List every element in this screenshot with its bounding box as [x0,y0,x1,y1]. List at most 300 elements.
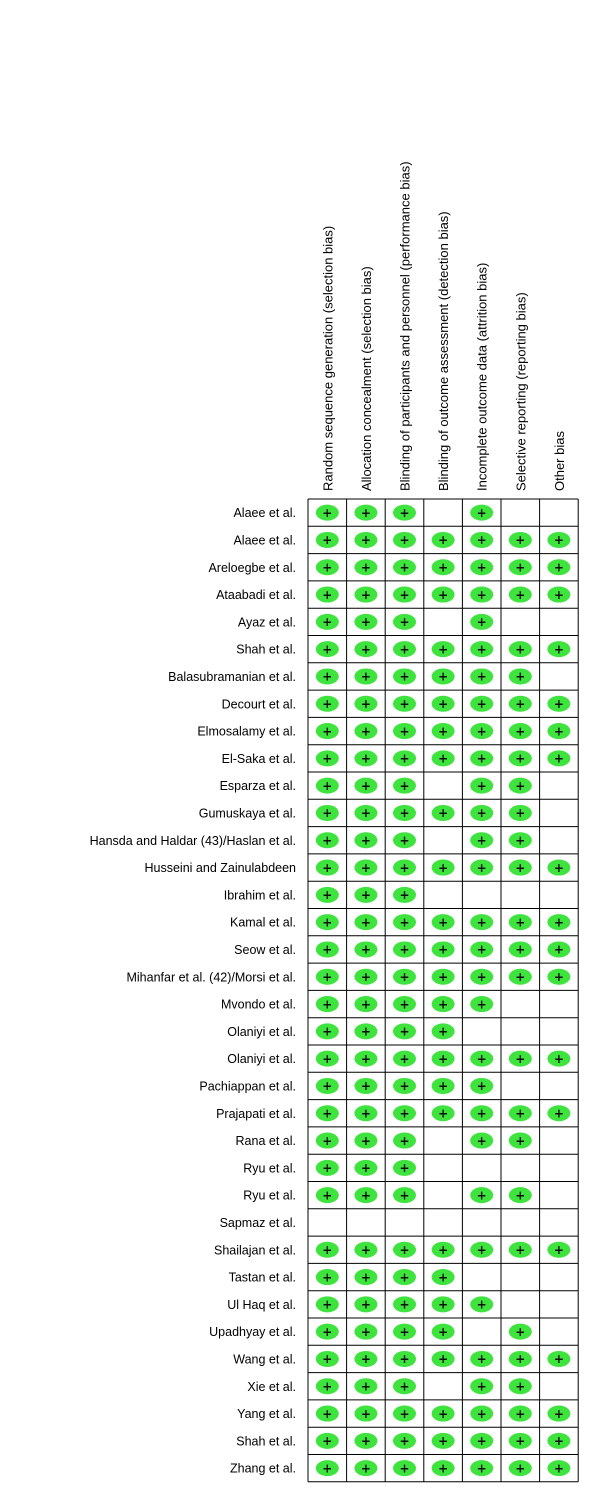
low-risk-mark [393,1160,416,1176]
plus-sign: + [322,505,333,520]
plus-sign: + [515,1406,526,1421]
plus-sign: + [438,1242,449,1257]
low-risk-mark [354,641,377,657]
low-risk-mark [354,750,377,766]
plus-sign: + [399,642,410,657]
study-label: Seow et al. [234,942,296,957]
low-risk-mark [316,614,339,630]
plus-sign: + [515,1133,526,1148]
plus-sign: + [553,1461,564,1476]
plus-sign: + [438,1106,449,1121]
low-risk-mark [393,996,416,1012]
plus-sign: + [553,860,564,875]
plus-sign: + [515,560,526,575]
low-risk-mark [470,1351,493,1367]
plus-sign: + [438,642,449,657]
low-risk-mark [316,1160,339,1176]
low-risk-mark [393,1351,416,1367]
plus-sign: + [322,1461,333,1476]
low-risk-mark [509,1378,532,1394]
plus-sign: + [360,888,371,903]
low-risk-mark [393,532,416,548]
low-risk-mark [547,587,570,603]
low-risk-mark [470,1242,493,1258]
plus-sign: + [438,860,449,875]
low-risk-mark [393,1105,416,1121]
low-risk-mark [470,1133,493,1149]
low-risk-mark [316,969,339,985]
plus-sign: + [322,997,333,1012]
study-label: Areloegbe et al. [208,560,296,575]
plus-sign: + [399,724,410,739]
low-risk-mark [547,1105,570,1121]
low-risk-mark [393,641,416,657]
plus-sign: + [399,1270,410,1285]
low-risk-mark [470,668,493,684]
low-risk-mark [316,505,339,521]
plus-sign: + [476,1352,487,1367]
plus-sign: + [515,1051,526,1066]
plus-sign: + [553,1406,564,1421]
low-risk-mark [470,1406,493,1422]
low-risk-mark [547,1406,570,1422]
low-risk-mark [354,860,377,876]
low-risk-mark [316,1023,339,1039]
plus-sign: + [553,642,564,657]
plus-sign: + [399,1434,410,1449]
low-risk-mark [509,668,532,684]
low-risk-mark [393,1051,416,1067]
low-risk-mark [470,778,493,794]
plus-sign: + [515,642,526,657]
plus-sign: + [360,1106,371,1121]
plus-sign: + [399,615,410,630]
plus-sign: + [322,860,333,875]
plus-sign: + [399,751,410,766]
low-risk-mark [509,1133,532,1149]
study-label: Sapmaz et al. [219,1215,296,1230]
plus-sign: + [322,1297,333,1312]
plus-sign: + [515,969,526,984]
low-risk-mark [509,1051,532,1067]
low-risk-mark [509,750,532,766]
low-risk-mark [547,969,570,985]
plus-sign: + [476,1079,487,1094]
plus-sign: + [399,1161,410,1176]
low-risk-mark [547,1051,570,1067]
plus-sign: + [476,724,487,739]
low-risk-mark [470,996,493,1012]
plus-sign: + [360,969,371,984]
low-risk-mark [354,1051,377,1067]
plus-sign: + [360,1161,371,1176]
low-risk-mark [470,696,493,712]
low-risk-mark [316,1187,339,1203]
plus-sign: + [438,915,449,930]
study-label: Yang et al. [237,1407,296,1422]
plus-sign: + [476,1297,487,1312]
plus-sign: + [553,696,564,711]
low-risk-mark [432,969,455,985]
plus-sign: + [515,860,526,875]
low-risk-mark [354,1160,377,1176]
plus-sign: + [515,1379,526,1394]
plus-sign: + [476,587,487,602]
low-risk-mark [354,668,377,684]
low-risk-mark [354,969,377,985]
plus-sign: + [399,833,410,848]
plus-sign: + [476,778,487,793]
plus-sign: + [360,1324,371,1339]
low-risk-mark [354,1187,377,1203]
plus-sign: + [553,1051,564,1066]
low-risk-mark [393,805,416,821]
plus-sign: + [322,560,333,575]
low-risk-mark [354,1378,377,1394]
plus-sign: + [438,587,449,602]
plus-sign: + [399,1352,410,1367]
study-label: Alaee et al. [233,533,296,548]
study-label: Upadhyay et al. [209,1325,296,1340]
low-risk-mark [547,1433,570,1449]
plus-sign: + [438,1079,449,1094]
low-risk-mark [393,914,416,930]
plus-sign: + [553,969,564,984]
low-risk-mark [509,1242,532,1258]
study-label: Ryu et al. [243,1161,296,1176]
plus-sign: + [399,1324,410,1339]
plus-sign: + [553,560,564,575]
plus-sign: + [476,533,487,548]
low-risk-mark [354,614,377,630]
low-risk-mark [354,1324,377,1340]
low-risk-mark [432,641,455,657]
plus-sign: + [399,1133,410,1148]
plus-sign: + [360,1297,371,1312]
plus-sign: + [515,833,526,848]
low-risk-mark [432,723,455,739]
low-risk-mark [432,1433,455,1449]
low-risk-mark [316,1105,339,1121]
low-risk-mark [432,750,455,766]
plus-sign: + [476,1051,487,1066]
plus-sign: + [322,533,333,548]
plus-sign: + [476,615,487,630]
low-risk-mark [509,805,532,821]
low-risk-mark [509,1460,532,1476]
plus-sign: + [476,669,487,684]
study-label: Tastan et al. [228,1270,296,1285]
low-risk-mark [316,1242,339,1258]
plus-sign: + [322,806,333,821]
plus-sign: + [360,696,371,711]
plus-sign: + [360,1133,371,1148]
low-risk-mark [509,532,532,548]
plus-sign: + [322,778,333,793]
study-label: Olaniyi et al. [227,1052,296,1067]
plus-sign: + [360,1079,371,1094]
plus-sign: + [399,1242,410,1257]
plus-sign: + [438,1297,449,1312]
plus-sign: + [322,587,333,602]
low-risk-mark [432,1078,455,1094]
low-risk-mark [393,614,416,630]
low-risk-mark [470,832,493,848]
low-risk-mark [354,1269,377,1285]
plus-sign: + [553,1242,564,1257]
plus-sign: + [553,724,564,739]
low-risk-mark [316,1051,339,1067]
plus-sign: + [553,751,564,766]
low-risk-mark [354,941,377,957]
column-header: Blinding of outcome assessment (detection bias) [436,211,452,491]
low-risk-mark [509,559,532,575]
low-risk-mark [547,1460,570,1476]
low-risk-mark [316,1351,339,1367]
low-risk-mark [547,750,570,766]
plus-sign: + [360,997,371,1012]
plus-sign: + [322,833,333,848]
plus-sign: + [322,751,333,766]
plus-sign: + [476,969,487,984]
low-risk-mark [393,1406,416,1422]
low-risk-mark [509,778,532,794]
study-label: Kamal et al. [229,915,296,930]
plus-sign: + [360,860,371,875]
low-risk-mark [316,750,339,766]
low-risk-mark [432,1242,455,1258]
plus-sign: + [438,1461,449,1476]
low-risk-mark [354,887,377,903]
low-risk-mark [470,914,493,930]
plus-sign: + [438,1352,449,1367]
plus-sign: + [438,969,449,984]
plus-sign: + [476,997,487,1012]
low-risk-mark [354,696,377,712]
plus-sign: + [553,1106,564,1121]
low-risk-mark [470,587,493,603]
plus-sign: + [360,669,371,684]
low-risk-mark [509,941,532,957]
low-risk-mark [354,1023,377,1039]
low-risk-mark [393,1296,416,1312]
plus-sign: + [476,560,487,575]
plus-sign: + [322,1106,333,1121]
low-risk-mark [470,1051,493,1067]
plus-sign: + [399,915,410,930]
plus-sign: + [360,1242,371,1257]
low-risk-mark [393,1187,416,1203]
low-risk-mark [509,723,532,739]
plus-sign: + [515,751,526,766]
low-risk-mark [316,1324,339,1340]
study-label: Shah et al. [236,1434,296,1449]
low-risk-mark [354,559,377,575]
low-risk-mark [432,1351,455,1367]
plus-sign: + [322,1133,333,1148]
low-risk-mark [354,1433,377,1449]
plus-sign: + [360,806,371,821]
plus-sign: + [399,669,410,684]
plus-sign: + [438,751,449,766]
plus-sign: + [360,1461,371,1476]
plus-sign: + [360,724,371,739]
low-risk-mark [432,1105,455,1121]
low-risk-mark [316,1406,339,1422]
low-risk-mark [354,723,377,739]
low-risk-mark [470,969,493,985]
low-risk-mark [509,1324,532,1340]
low-risk-mark [393,860,416,876]
low-risk-mark [432,587,455,603]
study-label: Mihanfar et al. (42)/Morsi et al. [126,970,296,985]
plus-sign: + [438,1270,449,1285]
low-risk-mark [547,696,570,712]
plus-sign: + [553,533,564,548]
plus-sign: + [360,1379,371,1394]
plus-sign: + [476,1434,487,1449]
study-label: El-Saka et al. [221,751,296,766]
plus-sign: + [515,1434,526,1449]
plus-sign: + [322,969,333,984]
low-risk-mark [432,1406,455,1422]
plus-sign: + [399,587,410,602]
low-risk-mark [316,696,339,712]
low-risk-mark [354,1133,377,1149]
plus-sign: + [438,724,449,739]
low-risk-mark [316,668,339,684]
plus-sign: + [476,642,487,657]
plus-sign: + [476,915,487,930]
low-risk-mark [547,723,570,739]
plus-sign: + [322,615,333,630]
column-header: Blinding of participants and personnel (performance bias) [397,161,413,491]
low-risk-mark [470,805,493,821]
plus-sign: + [438,560,449,575]
study-label: Elmosalamy et al. [197,724,296,739]
plus-sign: + [515,915,526,930]
low-risk-mark [316,1433,339,1449]
low-risk-mark [316,723,339,739]
study-label: Olaniyi et al. [227,1024,296,1039]
plus-sign: + [476,942,487,957]
study-label: Ryu et al. [243,1188,296,1203]
study-label: Balasubramanian et al. [168,669,296,684]
plus-sign: + [515,1324,526,1339]
plus-sign: + [515,1106,526,1121]
plus-sign: + [360,587,371,602]
low-risk-mark [354,532,377,548]
plus-sign: + [360,1352,371,1367]
plus-sign: + [322,724,333,739]
low-risk-mark [354,505,377,521]
plus-sign: + [476,1406,487,1421]
plus-sign: + [438,1434,449,1449]
low-risk-mark [354,914,377,930]
low-risk-mark [470,1296,493,1312]
low-risk-mark [316,587,339,603]
plus-sign: + [553,1352,564,1367]
column-header: Other bias [551,431,567,491]
plus-sign: + [515,1461,526,1476]
low-risk-mark [354,996,377,1012]
plus-sign: + [438,1024,449,1039]
low-risk-mark [432,696,455,712]
low-risk-mark [509,1433,532,1449]
plus-sign: + [476,860,487,875]
study-label: Rana et al. [235,1134,296,1149]
low-risk-mark [470,750,493,766]
plus-sign: + [515,806,526,821]
low-risk-mark [509,914,532,930]
low-risk-mark [354,587,377,603]
plus-sign: + [322,1270,333,1285]
plus-sign: + [476,833,487,848]
low-risk-mark [470,614,493,630]
plus-sign: + [360,1434,371,1449]
low-risk-mark [509,641,532,657]
low-risk-mark [432,1324,455,1340]
low-risk-mark [432,1023,455,1039]
plus-sign: + [399,860,410,875]
study-label: Ibrahim et al. [223,888,296,903]
low-risk-mark [316,1133,339,1149]
plus-sign: + [360,1188,371,1203]
plus-sign: + [360,833,371,848]
low-risk-mark [470,1187,493,1203]
plus-sign: + [399,1079,410,1094]
plus-sign: + [476,696,487,711]
study-label: Prajapati et al. [216,1106,296,1121]
plus-sign: + [399,806,410,821]
plus-sign: + [360,560,371,575]
low-risk-mark [547,860,570,876]
plus-sign: + [322,1242,333,1257]
low-risk-mark [393,941,416,957]
plus-sign: + [515,1242,526,1257]
low-risk-mark [393,723,416,739]
plus-sign: + [399,1461,410,1476]
plus-sign: + [438,1324,449,1339]
plus-sign: + [515,696,526,711]
column-header: Random sequence generation (selection bias) [320,225,336,491]
plus-sign: + [438,942,449,957]
low-risk-mark [432,532,455,548]
low-risk-mark [354,1296,377,1312]
low-risk-mark [393,969,416,985]
plus-sign: + [438,1406,449,1421]
low-risk-mark [432,1296,455,1312]
plus-sign: + [360,942,371,957]
low-risk-mark [393,1324,416,1340]
low-risk-mark [509,696,532,712]
study-label: Esparza et al. [219,779,296,794]
plus-sign: + [399,1297,410,1312]
low-risk-mark [354,1078,377,1094]
plus-sign: + [360,1406,371,1421]
low-risk-mark [432,1051,455,1067]
low-risk-mark [393,1023,416,1039]
low-risk-mark [393,1133,416,1149]
plus-sign: + [322,696,333,711]
plus-sign: + [476,1461,487,1476]
low-risk-mark [393,887,416,903]
low-risk-mark [316,1078,339,1094]
low-risk-mark [393,505,416,521]
plus-sign: + [515,669,526,684]
low-risk-mark [432,559,455,575]
plus-sign: + [438,533,449,548]
